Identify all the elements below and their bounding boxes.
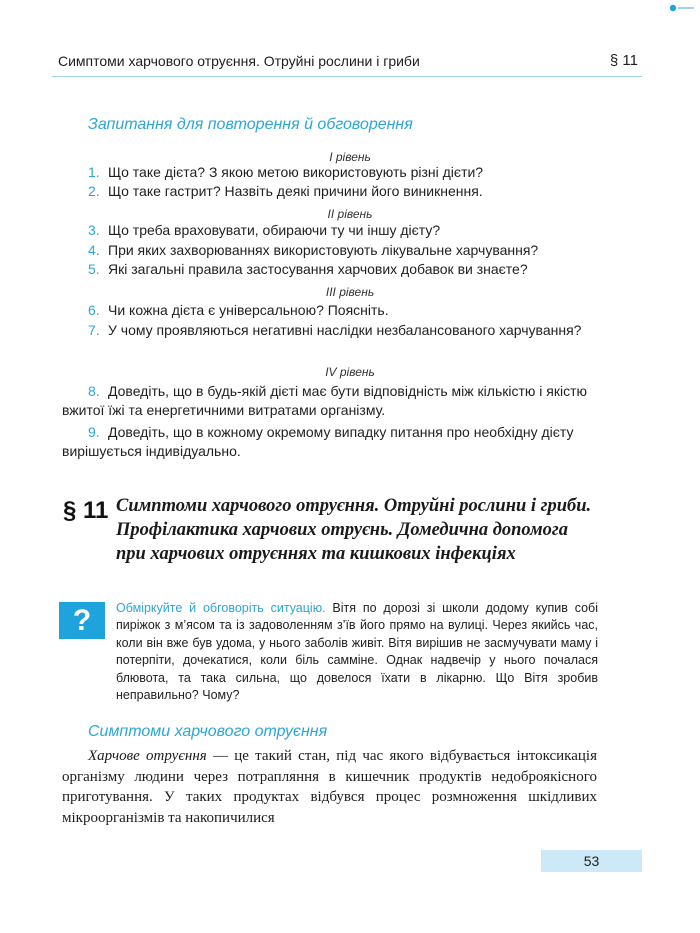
question-number: 5. [88, 261, 100, 277]
discussion-question-icon [59, 602, 105, 639]
situation-text [116, 600, 598, 704]
section-number: § 11 [63, 497, 109, 524]
question-text: У чому проявляються негативні наслідки незбалансованого харчування? [108, 322, 582, 338]
header-section-number: § 11 [609, 52, 638, 69]
term-highlight: Харчове отруєння [88, 748, 207, 764]
questions-heading: Запитання для повторення й обговорення [88, 116, 413, 133]
question-text: Що таке дієта? З якою метою використовують різні дієти? [108, 164, 484, 180]
situation-body: Вітя по дорозі зі школи додому купив собі пиріжок з м’ясом та із задоволенням з’їв його прямо на вулиці. Через якийсь час, коли він вже був удома, у нього заболів живіт. Вітя вирішив не засмучувати маму і потерпіти, дочекатися, коли біль самміне. Однак надвечір у нього почалася блювота, та така сильна, що довелося їхати в лікарню. Що Вітя зробив неправильно? Чому? [116, 601, 598, 703]
question-text: Які загальні правила застосування харчових добавок ви знаєте? [108, 261, 528, 277]
question-item [62, 423, 590, 461]
question-number: 8. [88, 383, 100, 399]
question-text: Чи кожна дієта є універсальною? Поясніть. [108, 302, 389, 318]
level-label: IV рівень [325, 365, 375, 379]
question-number: 3. [88, 222, 100, 238]
running-header [52, 47, 642, 77]
page-number-box [541, 850, 642, 872]
question-number: 6. [88, 302, 100, 318]
level-label: II рівень [327, 207, 373, 221]
question-number: 7. [88, 322, 100, 338]
subsection-heading: Симптоми харчового отруєння [88, 723, 328, 740]
publisher-logo-icon [669, 4, 695, 12]
question-item [88, 221, 592, 240]
body-paragraph [62, 746, 597, 828]
question-number: 1. [88, 164, 100, 180]
header-title: Симптоми харчового отруєння. Отруйні рослини і гриби [58, 53, 420, 69]
question-item [88, 163, 592, 182]
question-number: 9. [88, 424, 100, 440]
question-item [88, 182, 592, 201]
level-label: III рівень [325, 285, 375, 299]
question-text: Доведіть, що в будь-якій дієті має бути відповідність між кількістю і якістю вжитої їжі та енергетичними витратами організму. [62, 383, 588, 418]
question-item [88, 260, 592, 279]
question-text: Що таке гастрит? Назвіть деякі причини його виникнення. [108, 183, 483, 199]
question-number: 2. [88, 183, 100, 199]
question-item [88, 241, 592, 260]
body-paragraph-text: — це такий стан, під час якого відбувається інтоксикація організму людини через потрапляння в кишечник продуктів недоброякісного приготування. У таких продуктах відбувся процес розмноження шкідливих мікроорганізмів та накопичилися [62, 748, 597, 826]
page-number: 53 [583, 853, 600, 869]
situation-lead: Обміркуйте й обговоріть ситуацію. [116, 601, 326, 615]
question-item [62, 321, 590, 340]
section-title: Симптоми харчового отруєння. Отруйні рослини і гриби. Профілактика харчових отруєнь. Домедична допомога при харчових отруєннях та кишкових інфекціях [116, 496, 592, 564]
question-number: 4. [88, 242, 100, 258]
question-item [88, 301, 592, 320]
question-text: При яких захворюваннях використовують лікувальне харчування? [108, 242, 539, 258]
question-mark-glyph: ? [72, 603, 92, 637]
question-text: Що треба враховувати, обираючи ту чи іншу дієту? [108, 222, 441, 238]
level-label: I рівень [329, 150, 371, 164]
question-text: Доведіть, що в кожному окремому випадку питання про необхідну дієту вирішується індивідуально. [62, 424, 574, 459]
question-item [62, 382, 590, 420]
